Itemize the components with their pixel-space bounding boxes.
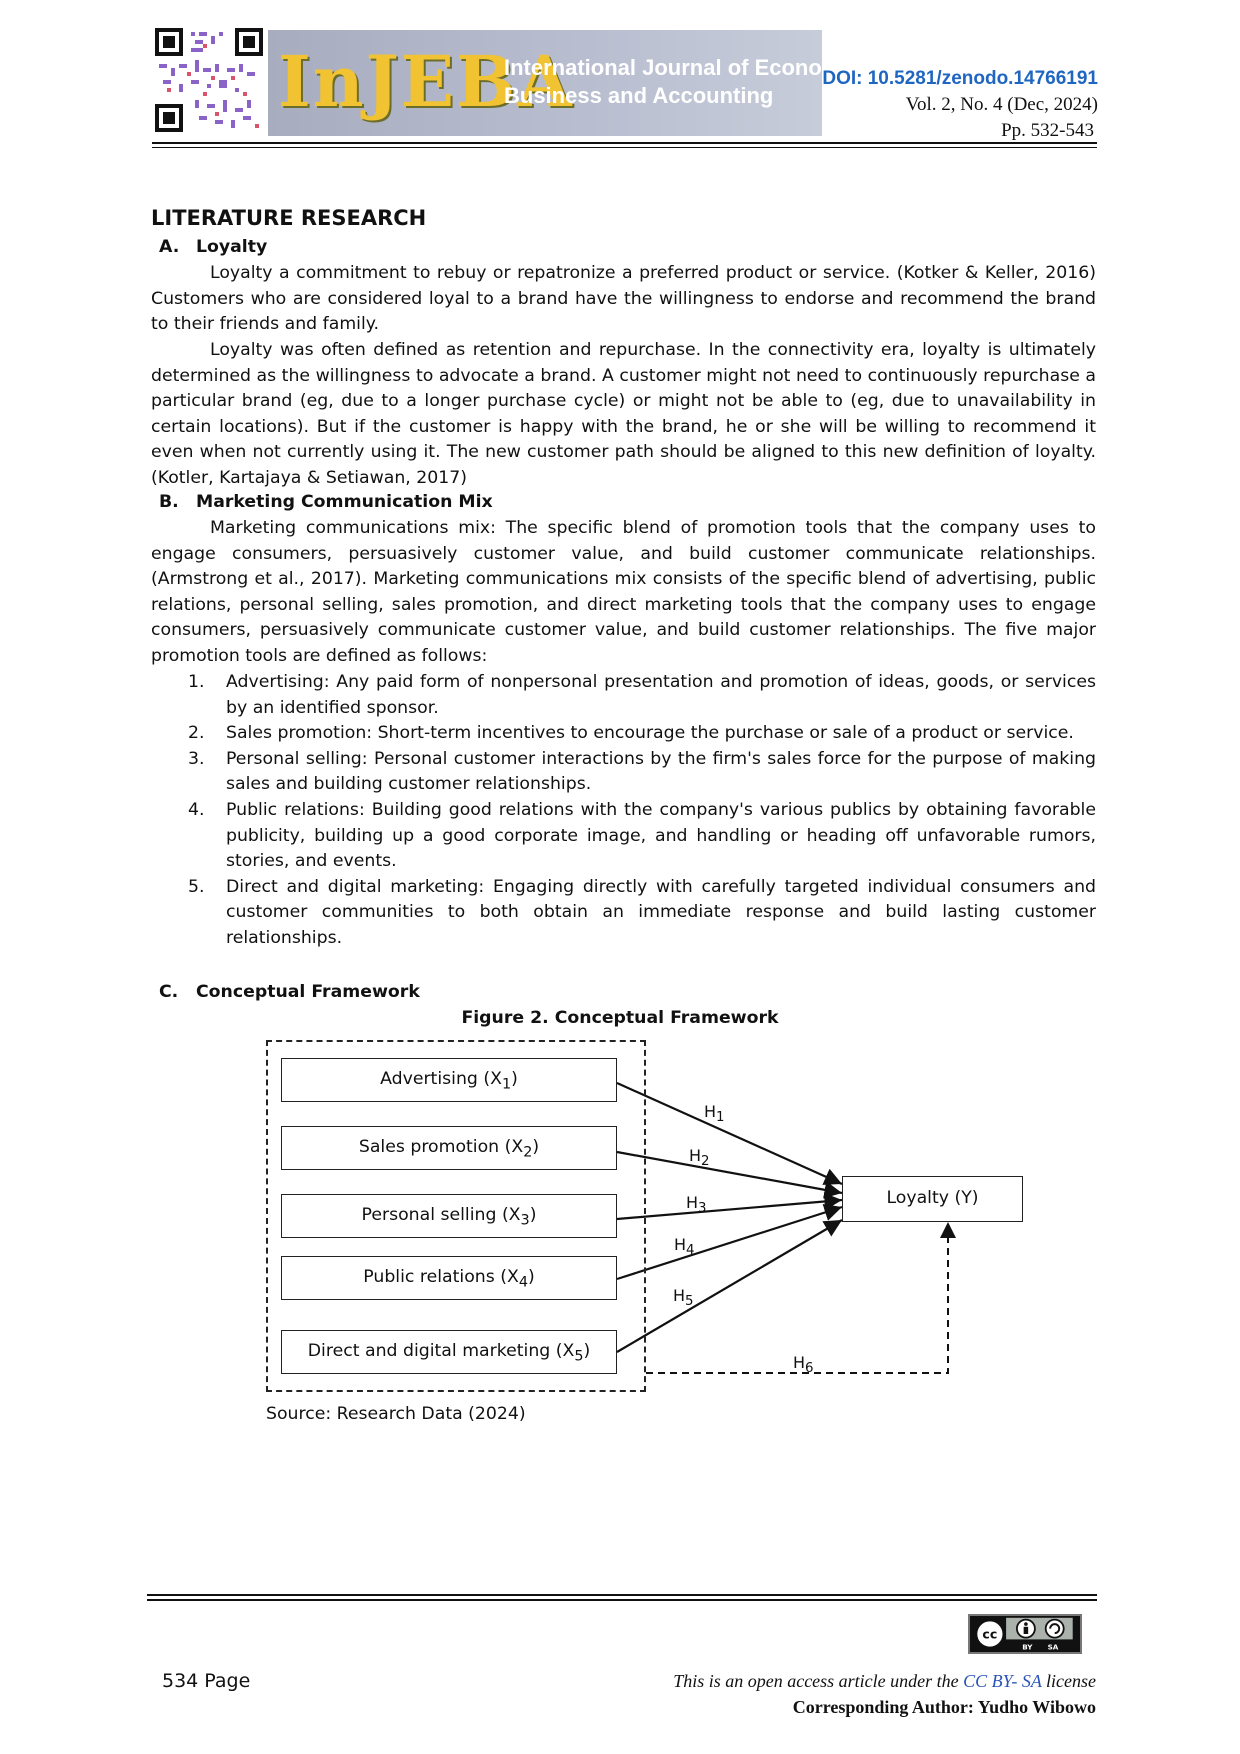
variable-subscript: 3 (520, 1212, 530, 1229)
list-item-text: Public relations: Building good relations with the company's various publics by obtaining favorable publicity, building up a good corporate image, and handling or heading off unfavorable rumors, stories, and events. (226, 799, 1096, 872)
list-item-text: Personal selling: Personal customer interactions by the firm's sales force for the purpose of making sales and building customer relationships. (226, 748, 1096, 795)
page-range: Pp. 532-543 (1001, 120, 1094, 141)
cc-by-sa-badge[interactable] (968, 1614, 1082, 1654)
section-title: LITERATURE RESEARCH (151, 206, 427, 230)
variable-subscript: 5 (574, 1348, 584, 1365)
variable-subscript: 1 (501, 1076, 512, 1093)
variable-label: Direct and digital marketing (X (307, 1341, 575, 1361)
volume-info: Vol. 2, No. 4 (Dec, 2024) (905, 94, 1098, 115)
dependent-variable-loyalty: Loyalty (Y) (842, 1176, 1023, 1222)
subsection-b-label: B. (159, 492, 179, 512)
list-item-text: Direct and digital marketing: Engaging directly with carefully targeted individual consumers and customer communities to both obtain an immediate response and build lasting customer relationships. (226, 876, 1096, 948)
list-item-number: 3. (188, 748, 205, 769)
variable-label: Personal selling (X (361, 1205, 521, 1225)
list-item-text: Advertising: Any paid form of nonpersonal presentation and promotion of ideas, goods, or services by an identified sponsor. (226, 672, 1096, 718)
figure-caption: Figure 2. Conceptual Framework (461, 1008, 779, 1028)
variable-direct-digital-marketing (281, 1330, 617, 1374)
subsection-a-title: Loyalty (196, 237, 268, 257)
list-item-text: Sales promotion: Short-term incentives to encourage the purchase or sale of a product or service. (226, 723, 1074, 744)
list-item-number: 4. (188, 799, 205, 820)
subsection-b-title: Marketing Communication Mix (196, 492, 493, 512)
doi-link[interactable]: DOI: 10.5281/zenodo.14766191 (822, 68, 1098, 89)
list-item-number: 1. (188, 672, 205, 692)
cc-badge-text: BY SA (1022, 1642, 1059, 1652)
variable-label: Public relations (X (363, 1267, 519, 1287)
page-number: 534 Page (162, 1670, 251, 1692)
footer-rule (147, 1594, 1097, 1596)
sa-icon (1046, 1620, 1064, 1638)
arrow-h5 (617, 1220, 842, 1352)
marketing-mix-paragraph: Marketing communications mix: The specific blend of promotion tools that the company uses to engage consumers, persuasively customer value, and build customer communicate relationships. (Armstrong et al., 2017). Marketing communications mix consists of the specific blend of advertising, public relations, personal selling, sales promotion, and direct marketing tools that the company uses to engage consumers, persuasively communicate customer value, and build customer relationships. The five major promotion tools are defined as follows: (151, 518, 1096, 666)
variable-paren: ) (583, 1341, 591, 1361)
variable-subscript: 2 (523, 1144, 533, 1161)
arrow-h1 (617, 1083, 842, 1184)
license-link[interactable]: CC BY- SA (963, 1671, 1042, 1691)
variable-paren: ) (529, 1205, 537, 1225)
hypothesis-label-h3: $H_3$ (686, 1193, 707, 1217)
hypothesis-label-h5: $H_5$ (673, 1286, 694, 1310)
hypothesis-label-h2: $H_2$ (689, 1146, 710, 1170)
license-prefix: This is an open access article under the (673, 1671, 964, 1691)
variable-subscript: 4 (518, 1274, 528, 1291)
license-suffix: license (1041, 1671, 1096, 1691)
hypothesis-label-h6: $H_6$ (793, 1353, 814, 1377)
journal-logo: InJEBA (278, 40, 574, 123)
variable-advertising (281, 1058, 617, 1102)
loyalty-paragraph-2: Loyalty was often defined as retention and repurchase. In the connectivity era, loyalty is ultimately determined as the willingness to advocate a brand. A customer might not need to continuously repurchase a particular brand (eg, due to a longer purchase cycle) or might not be able to (eg, due to unavailability in certain locations). But if the customer is happy with the brand, he or she will be willing to recommend it even when not currently using it. The new customer path should be aligned to this new definition of loyalty. (Kotler, Kartajaya & Setiawan, 2017) (151, 340, 1096, 488)
list-item-number: 2. (188, 723, 205, 744)
figure-source: Source: Research Data (2024) (266, 1404, 526, 1424)
subsection-a-label: A. (159, 237, 180, 257)
footer-rule-2 (147, 1599, 1097, 1601)
variable-personal-selling (281, 1194, 617, 1238)
hypothesis-label-h4: $H_4$ (674, 1235, 695, 1259)
license-note (673, 1671, 1096, 1692)
variable-label: Advertising (X (380, 1069, 502, 1089)
subsection-c-title: Conceptual Framework (196, 982, 420, 1002)
variable-paren: ) (528, 1267, 535, 1287)
corresponding-author: Corresponding Author: Yudho Wibowo (792, 1697, 1096, 1717)
variable-paren: ) (532, 1137, 540, 1157)
loyalty-paragraph-1: Loyalty a commitment to rebuy or repatronize a preferred product or service. (Kotker & Keller, 2016) Customers who are considered loyal to a brand have the willingness to endorse and recommend the brand to their friends and family. (151, 263, 1096, 335)
variable-public-relations (281, 1256, 617, 1300)
journal-name-line2: Business and Accounting (504, 83, 774, 108)
journal-name-line1: International Journal of Economics, (504, 55, 879, 80)
svg-text:cc: cc (982, 1626, 998, 1642)
list-item-number: 5. (188, 876, 205, 897)
arrow-h2 (617, 1152, 842, 1193)
variable-label: Sales promotion (X (358, 1137, 524, 1157)
variable-sales-promotion (281, 1126, 617, 1170)
arrow-h4 (617, 1207, 842, 1279)
subsection-c-label: C. (159, 982, 179, 1002)
hypothesis-label-h1: $H_1$ (704, 1102, 725, 1126)
variable-paren: ) (511, 1069, 518, 1089)
arrow-h3 (617, 1200, 842, 1219)
